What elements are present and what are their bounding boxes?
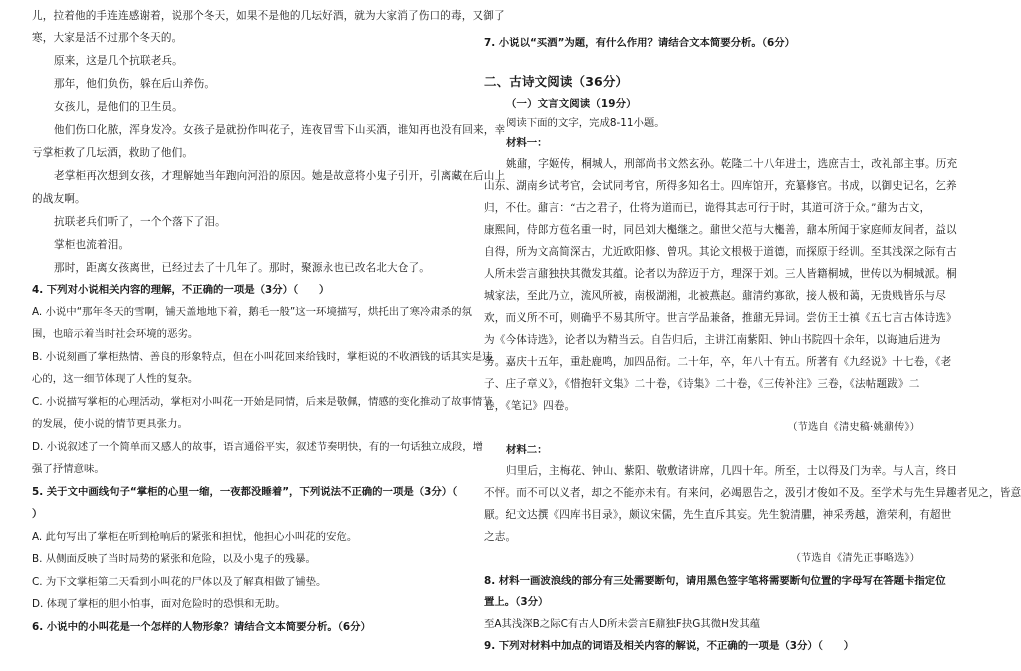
q4-option-d: D. 小说叙述了一个简单而又感人的故事，语言通俗平实，叙述节奏明快，有的一句话独立成段，增 [32,441,484,453]
material-1-line: 康熙间，侍郎方苞名重一时，同邑刘大櫆继之。鼐世父范与大櫆善，鼐本所闻于家庭师友间者，益以 [484,224,957,236]
material-2-line: 归里后，主梅花、钟山、紫阳、敬敷诸讲席，几四十年。所至，士以得及门为幸。与人言，终日 [506,465,958,477]
q4-option-b: B. 小说刻画了掌柜热情、善良的形象特点，但在小叫花回来给钱时，掌柜说的不收酒钱的话其实是违 [32,351,493,363]
question-9: 9. 下列对材料中加点的词语及相关内容的解说，不正确的一项是（3分）（ ） [484,640,855,652]
q5-option-d: D. 体现了掌柜的胆小怕事，面对危险时的恐惧和无助。 [32,598,286,610]
subsection-title: （一）文言文阅读（19分） [506,98,637,110]
section-title: 二、古诗文阅读（36分） [484,74,629,89]
story-line: 那时，距离女孩离世，已经过去了十几年了。那时，聚源永也已改名北大仓了。 [54,262,431,274]
story-line: 抗联老兵们听了，一个个落下了泪。 [54,216,226,228]
material-1-line: 务。嘉庆十五年，重赴鹿鸣，加四品衔。二十年，卒，年八十有五。所著有《九经说》十七卷，《老 [484,356,952,368]
question-4-stem: 4. 下列对小说相关内容的理解，不正确的一项是（3分）（ ） [32,284,330,296]
question-5-stem-cont: ） [32,508,43,520]
q4-option-d-cont: 强了抒情意味。 [32,463,105,475]
q4-option-a-cont: 围，也暗示着当时社会环境的恶劣。 [32,328,199,340]
story-line: 老掌柜再次想到女孩，才理解她当年跑向河沿的原因。她是故意将小鬼子引开，引离藏在后山上 [54,170,506,182]
material-1-source: （节选自《清史稿·姚鼐传》） [787,422,920,433]
material-2-label: 材料二： [506,444,548,456]
material-2-source: （节选自《清先正事略选》） [790,553,920,564]
story-line: 他们伤口化脓，浑身发冷。女孩子是就扮作叫花子，连夜冒雪下山买酒，谁知再也没有回来，幸 [54,124,506,136]
q4-option-b-cont: 心的，这一细节体现了人性的复杂。 [32,373,199,385]
story-line: 原来，这是几个抗联老兵。 [54,55,183,67]
instruction: 阅读下面的文字，完成8-11小题。 [506,117,665,129]
material-2-line: 不怦。而不可以义者，却之不能亦未有。有来问，必竭恩告之，汲引才俊如不及。至学术与先生异趣者见之，皆意 [484,487,1021,499]
material-1-line: 卷，《笔记》四卷。 [484,400,576,412]
material-1-line: 子、庄子章义》，《惜抱轩文集》二十卷，《诗集》二十卷，《三传补注》三卷，《法帖题跋》二 [484,378,920,390]
q4-option-c: C. 小说描写掌柜的心理活动，掌柜对小叫花一开始是同情，后来是敬佩，情感的变化推动了故事情节 [32,396,493,408]
q4-option-a: A. 小说中“那年冬天的雪啊，铺天盖地地下着，鹅毛一般”这一环境描写，烘托出了寒冷肃杀的氛 [32,306,472,318]
question-8-stem-cont: 置上。（3分） [484,596,549,608]
story-line: 儿，拉着他的手连连感谢着，说那个冬天，如果不是他的几坛好酒，就为大家消了伤口的毒，又御了 [32,10,505,22]
q4-option-c-cont: 的发展，使小说的情节更具张力。 [32,418,188,430]
q5-option-c: C. 为下文掌柜第二天看到小叫花的尸体以及了解真相做了铺垫。 [32,576,327,588]
material-1-line: 自得，所为文高简深古，尤近欧阳修、曾巩。其论文根极于道德，而探原于经训。至其浅深之际有古 [484,246,957,258]
material-1-label: 材料一： [506,137,548,149]
story-line: 的战友啊。 [32,193,86,205]
question-8-options: 至A其浅深B之际C有古人D所未尝言E鼐独F抉G其微H发其蕴 [484,618,761,630]
story-line: 寒，大家是活不过那个冬天的。 [32,32,183,44]
material-1-line: 姚鼐，字姬传，桐城人，刑部尚书文然玄孙。乾隆二十八年进士，选庶吉士，改礼部主事。历充 [506,158,958,170]
material-1-line: 归，不仕。鼐言：“古之君子，仕将为道而已，诡得其志可行于时，其道可济于众。”鼐为古文， [484,202,931,214]
material-2-line: 厭。纪文达撰《四库书目录》，颇议宋儒，先生直斥其妄。先生貌清臞，神采秀越，澹荣利，有超世 [484,509,952,521]
material-1-line: 城家法，至此乃立，流风所被，南极湖湘，北被燕赵。鼐清约寡欲，接人极和蔼，无贵贱皆乐与尽 [484,290,946,302]
question-5-stem: 5. 关于文中画线句子“掌柜的心里一缩，一夜都没睡着”，下列说法不正确的一项是（3分）（ [32,486,458,498]
story-line: 那年，他们负伤，躲在后山养伤。 [54,78,216,90]
question-8-stem: 8. 材料一画波浪线的部分有三处需要断句，请用黑色签字笔将需要断句位置的字母写在答题卡指定位 [484,575,946,587]
question-7: 7. 小说以“买酒”为题，有什么作用？请结合文本简要分析。（6分） [484,37,796,49]
story-line: 女孩儿，是他们的卫生员。 [54,101,183,113]
material-2-line: 之志。 [484,531,517,543]
material-1-line: 为《今体诗选》，论者以为精当云。自告归后，主讲江南紫阳、钟山书院四十余年，以诲迪后进为 [484,334,941,346]
q5-option-b: B. 从侧面反映了当时局势的紧张和危险，以及小鬼子的残暴。 [32,553,316,565]
q5-option-a: A. 此句写出了掌柜在听到枪响后的紧张和担忧，他担心小叫花的安危。 [32,531,358,543]
question-6: 6. 小说中的小叫花是一个怎样的人物形象？请结合文本简要分析。（6分） [32,621,371,633]
material-1-line: 欢，而义所不可，则确乎不易其所守。世言学品兼备，推鼐无异词。尝仿王士禛《五七言古体诗选》 [484,312,957,324]
story-line: 亏掌柜救了几坛酒，救助了他们。 [32,147,194,159]
story-line: 掌柜也流着泪。 [54,239,130,251]
material-1-line: 山东、湖南乡试考官，会试同考官，所得多知名士。四库馆开，充纂修官。书成，以御史记名，乞养 [484,180,957,192]
material-1-line: 人所未尝言鼐独抉其微发其蕴。论者以为辞迈于方，理深于刘。三人皆籍桐城，世传以为桐城派。桐 [484,268,957,280]
